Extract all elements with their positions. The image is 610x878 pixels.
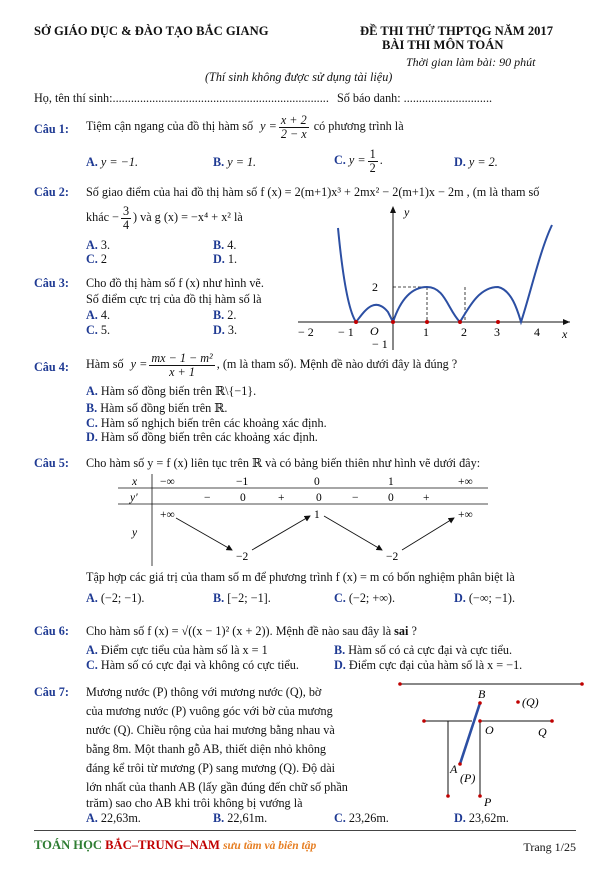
arrow-down-1 [176,518,232,550]
point-q-top-right [580,682,584,686]
q6-option-b[interactable]: B. Hàm số có cả cực đại và cực tiểu. [334,643,513,657]
dept-name: SỞ GIÁO DỤC & ĐÀO TẠO BẮC GIANG [34,24,269,38]
label-b: B [478,687,486,701]
stick-ab [460,703,480,764]
x-val-2: −1 [236,476,249,488]
page-number: Trang 1/25 [523,840,576,854]
q6-option-c[interactable]: C. Hàm số có cực đại và không có cực tiểu. [86,658,299,672]
x-tick-2: 2 [461,325,467,339]
footer-brand: TOÁN HỌC BẮC–TRUNG–NAM sưu tầm và biên tập [34,838,317,852]
label-p-paren: (P) [460,771,476,785]
q1-option-b[interactable]: B. y = 1. [213,155,257,169]
q4-label: Câu 4: [34,360,69,374]
label-q-paren: (Q) [522,695,539,709]
point-x-3 [496,320,500,324]
sign-4: 0 [316,492,322,504]
x-val-1: −∞ [160,476,175,488]
q2-option-b[interactable]: B. 4. [213,238,237,252]
x-axis-arrow [563,319,570,325]
x-tick-4: 4 [534,325,540,339]
q4-stem: Hàm số y = $\frac{\text{mx − 1 − m²}}{x + 1}$ , (m là tham số). Mệnh đề nào dưới đây là đúng ? [86,351,458,379]
q6-option-d[interactable]: D. Điểm cực đại của hàm số là x = −1. [334,658,523,672]
point-q [550,719,554,723]
q5-option-a[interactable]: A. (−2; −1). [86,591,145,605]
x-tick-neg2: − 2 [298,325,314,339]
q5-option-b[interactable]: B. [−2; −1]. [213,591,271,605]
q1-option-a[interactable]: A. y = −1. [86,155,138,169]
q4-option-b[interactable]: B. Hàm số đồng biến trên ℝ. [86,401,228,415]
y-axis-arrow [390,206,396,213]
q7-label: Câu 7: [34,685,69,699]
yprime-head: y′ [130,492,138,504]
label-a: A [450,762,458,776]
sign-5: − [352,492,359,504]
arrow-up-1 [252,516,310,550]
point-left-end [422,719,426,723]
candidate-id-field: Số báo danh: ............................. [337,91,493,105]
point-a [458,762,462,766]
candidate-name-field: Họ, tên thí sinh:....................................................................... [34,91,329,105]
sign-7: + [423,492,430,504]
q3-option-b[interactable]: B. 2. [213,308,237,322]
q1-label: Câu 1: [34,122,69,136]
q3-function-graph [290,200,580,352]
point-q-label-dot [516,700,520,704]
q4-option-d[interactable]: D. Hàm số đồng biến trên các khoảng xác định. [86,430,318,444]
q5-option-c[interactable]: C. (−2; +∞). [334,591,396,605]
sign-2: 0 [240,492,246,504]
q2-line1: Số giao điểm của hai đồ thị hàm số f (x) = 2(m+1)x³ + 2mx² − 2(m+1)x − 2m , (m là tham số [86,185,540,199]
q7-line-4: bằng 8m. Một thanh gỗ AB, thiết diện nhỏ không [86,742,327,756]
label-p: P [484,795,492,809]
sign-3: + [278,492,285,504]
q7-line-6: lớn nhất của thanh AB (lấy gần đúng đến chữ số phần [86,780,348,794]
sign-1: − [204,492,211,504]
q6-option-a[interactable]: A. Điểm cực tiểu của hàm số là x = 1 [86,643,268,657]
q1-fraction: $\frac{x + 2}{2 - x}$ [280,113,307,141]
y-tick-neg1: − 1 [372,337,388,351]
q2-line2: khác − $\frac{3}{4}$ ) và g (x) = −x⁴ + x² là [86,204,243,232]
x-val-4: 1 [388,476,394,488]
q7-option-d[interactable]: D. 23,62m. [454,811,509,825]
q5-variation-table [118,474,488,566]
point-b [478,701,482,705]
q7-line-3: nước (Q). Chiều rộng của hai mương bằng nhau và [86,723,335,737]
q7-option-a[interactable]: A. 22,63m. [86,811,141,825]
footer-rule [34,830,576,831]
arrow-up-2 [402,518,454,550]
q3-label: Câu 3: [34,276,69,290]
x-head: x [132,476,138,488]
y-axis-label: y [404,205,410,219]
q5-label: Câu 5: [34,456,69,470]
y-tick-2: 2 [372,280,378,294]
material-note: (Thí sinh không được sử dụng tài liệu) [205,70,393,84]
y-val-1: +∞ [160,509,175,521]
x-val-5: +∞ [458,476,473,488]
q2-option-d[interactable]: D. 1. [213,252,238,266]
x-val-3: 0 [314,476,320,488]
y-val-2: −2 [236,551,249,563]
q2-option-a[interactable]: A. 3. [86,238,111,252]
point-o [478,719,482,723]
point-origin [391,320,395,324]
q7-line-1: Mương nước (P) thông với mương nước (Q), bờ [86,685,322,699]
q7-option-b[interactable]: B. 22,61m. [213,811,268,825]
q4-option-a[interactable]: A. Hàm số đồng biến trên ℝ\{−1}. [86,384,257,398]
q1-option-d[interactable]: D. y = 2. [454,155,498,169]
q5-line1: Cho hàm số y = f (x) liên tục trên ℝ và có bảng biến thiên như hình vẽ dưới đây: [86,456,481,470]
x-tick-neg1: − 1 [338,325,354,339]
q3-option-c[interactable]: C. 5. [86,323,111,337]
y-head: y [132,527,138,539]
subject-title: BÀI THI MÔN TOÁN [382,38,504,52]
y-val-5: +∞ [458,509,473,521]
origin-label: O [370,324,379,338]
q5-line2: Tập hợp các giá trị của tham số m để phương trình f (x) = m có bốn nghiệm phân biệt là [86,570,515,584]
label-o: O [485,723,494,737]
point-x-2 [458,320,462,324]
point-x-neg1 [354,320,358,324]
q7-line-2: của mương nước (P) vuông góc với bờ của mương [86,704,333,718]
q7-option-c[interactable]: C. 23,26m. [334,811,389,825]
x-tick-1: 1 [423,325,429,339]
q3-line2: Số điểm cực trị của đồ thị hàm số là [86,292,262,306]
function-curve [338,225,552,322]
q7-canal-figure [392,678,592,810]
x-tick-3: 3 [494,325,500,339]
sign-6: 0 [388,492,394,504]
arrow-down-2 [324,516,382,550]
q2-option-c[interactable]: C. 2 [86,252,107,266]
q6-label: Câu 6: [34,624,69,638]
q2-label: Câu 2: [34,185,69,199]
q3-line1: Cho đồ thị hàm số f (x) như hình vẽ. [86,276,264,290]
time-note: Thời gian làm bài: 90 phút [406,55,536,69]
q6-stem: Cho hàm số f (x) = √((x − 1)² (x + 2)). Mệnh đề nào sau đây là sai ? [86,624,417,638]
y-val-4: −2 [386,551,399,563]
exam-title: ĐỀ THI THỬ THPTQG NĂM 2017 [360,24,554,38]
point-p-left-bottom [446,794,450,798]
q4-option-c[interactable]: C. Hàm số nghịch biến trên các khoảng xác định. [86,416,327,430]
point-p [478,794,482,798]
q3-option-d[interactable]: D. 3. [213,323,238,337]
q5-option-d[interactable]: D. (−∞; −1). [454,591,516,605]
x-axis-label: x [562,327,568,341]
q1-option-c[interactable]: C. y = $\frac{1}{2}$ . [334,147,383,175]
q3-option-a[interactable]: A. 4. [86,308,111,322]
point-q-top-left [398,682,402,686]
label-q: Q [538,725,547,739]
q1-stem: Tiệm cận ngang của đồ thị hàm số y = $\frac{x + 2}{2 - x}$ có phương trình là [86,113,404,141]
y-val-3: 1 [314,509,320,521]
point-x-1 [425,320,429,324]
q7-line-7: trăm) sao cho AB khi trôi không bị vướng là [86,796,303,810]
q4-fraction: $\frac{\text{mx − 1 − m²}}{x + 1}$ [151,351,213,379]
q7-line-5: đáng kể trôi từ mương (P) sang mương (Q). Độ dài [86,761,335,775]
